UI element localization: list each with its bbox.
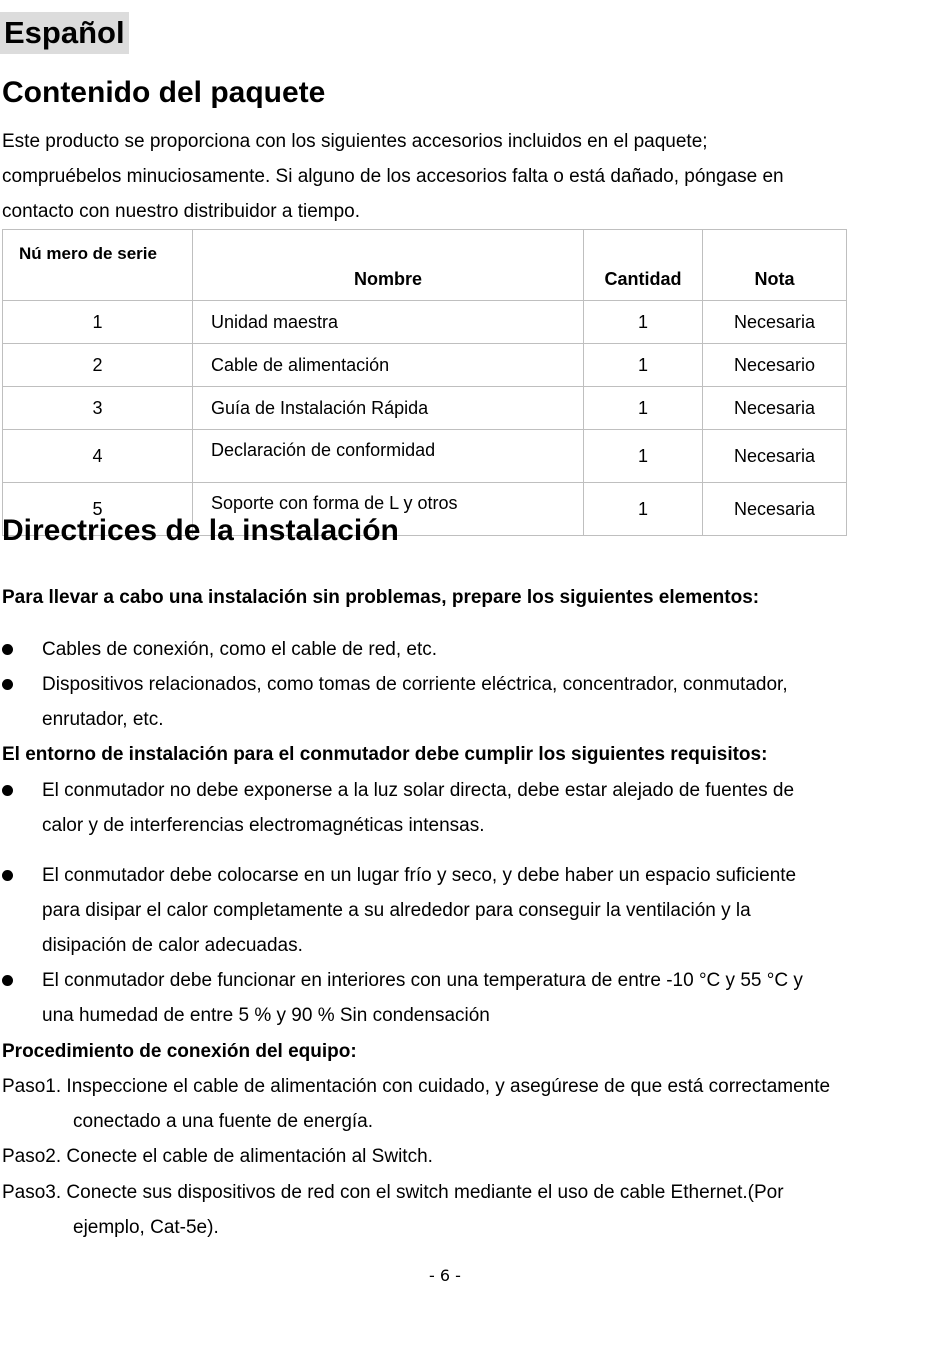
table-cell-quantity: 1 bbox=[584, 430, 703, 483]
step-text: conectado a una fuente de energía. bbox=[73, 1111, 374, 1132]
step-text: Paso3. Conecte sus dispositivos de red con el switch mediante el uso de cable Ethernet.(Por bbox=[2, 1182, 784, 1203]
table-row bbox=[3, 430, 847, 483]
table-cell-serial: 5 bbox=[3, 483, 193, 536]
table-header-quantity: Cantidad bbox=[584, 230, 703, 301]
table-cell-quantity: 1 bbox=[584, 483, 703, 536]
table-cell-quantity: 1 bbox=[584, 387, 703, 430]
step-text: ejemplo, Cat-5e). bbox=[73, 1217, 219, 1238]
table-cell-quantity: 1 bbox=[584, 301, 703, 344]
table-cell-name: Soporte con forma de L y otros bbox=[193, 483, 584, 536]
procedure-step bbox=[2, 1175, 902, 1245]
list-item-text: Dispositivos relacionados, como tomas de corriente eléctrica, concentrador, conmutador, bbox=[42, 674, 788, 695]
procedure-step bbox=[2, 1069, 902, 1139]
table-cell-name: Declaración de conformidad bbox=[193, 430, 584, 483]
language-label: Español bbox=[0, 12, 129, 54]
prepare-heading: Para llevar a cabo una instalación sin problemas, prepare los siguientes elementos: bbox=[2, 587, 760, 608]
environment-heading: El entorno de instalación para el conmutador debe cumplir los siguientes requisitos: bbox=[2, 744, 768, 765]
procedure-step bbox=[2, 1139, 902, 1174]
bullet-icon bbox=[2, 785, 13, 796]
list-item-text: El conmutador no debe exponerse a la luz solar directa, debe estar alejado de fuentes de bbox=[42, 780, 795, 801]
list-item-text: disipación de calor adecuadas. bbox=[42, 935, 303, 956]
table-row bbox=[3, 344, 847, 387]
intro-line-1: Este producto se proporciona con los siguientes accesorios incluidos en el paquete; bbox=[2, 131, 708, 152]
table-header-row bbox=[3, 230, 847, 301]
table-row bbox=[3, 387, 847, 430]
list-item bbox=[2, 858, 882, 963]
table-cell-note: Necesaria bbox=[703, 387, 847, 430]
intro-line-3: contacto con nuestro distribuidor a tiempo. bbox=[2, 201, 361, 222]
table-cell-note: Necesario bbox=[703, 344, 847, 387]
table-cell-serial: 3 bbox=[3, 387, 193, 430]
table-cell-note: Necesaria bbox=[703, 301, 847, 344]
procedure-heading: Procedimiento de conexión del equipo: bbox=[2, 1041, 357, 1062]
step-text: Paso1. Inspeccione el cable de alimentación con cuidado, y asegúrese de que está correctamente bbox=[2, 1076, 831, 1097]
table-cell-note: Necesaria bbox=[703, 483, 847, 536]
table-cell-serial: 2 bbox=[3, 344, 193, 387]
section-title-installation: Directrices de la instalación bbox=[2, 514, 399, 547]
list-item bbox=[2, 773, 882, 843]
table-cell-name: Unidad maestra bbox=[193, 301, 584, 344]
list-item-text: El conmutador debe colocarse en un lugar frío y seco, y debe haber un espacio suficiente bbox=[42, 865, 797, 886]
bullet-icon bbox=[2, 870, 13, 881]
table-cell-serial: 4 bbox=[3, 430, 193, 483]
page-number: - 6 - bbox=[429, 1266, 461, 1285]
package-contents-table bbox=[2, 229, 847, 536]
step-text: Paso2. Conecte el cable de alimentación al Switch. bbox=[2, 1146, 433, 1167]
list-item-text: Cables de conexión, como el cable de red, etc. bbox=[42, 639, 438, 660]
section-title-package-contents: Contenido del paquete bbox=[2, 76, 326, 109]
bullet-icon bbox=[2, 975, 13, 986]
table-cell-serial: 1 bbox=[3, 301, 193, 344]
intro-line-2: compruébelos minuciosamente. Si alguno de los accesorios falta o está dañado, póngase en bbox=[2, 166, 784, 187]
table-cell-name: Cable de alimentación bbox=[193, 344, 584, 387]
table-cell-quantity: 1 bbox=[584, 344, 703, 387]
table-cell-name: Guía de Instalación Rápida bbox=[193, 387, 584, 430]
table-header-serial: Nú mero de serie bbox=[3, 230, 193, 301]
list-item bbox=[2, 667, 882, 737]
table-row bbox=[3, 301, 847, 344]
table-cell-note: Necesaria bbox=[703, 430, 847, 483]
table-header-note: Nota bbox=[703, 230, 847, 301]
table-header-name: Nombre bbox=[193, 230, 584, 301]
bullet-icon bbox=[2, 644, 13, 655]
list-item-text: calor y de interferencias electromagnéticas intensas. bbox=[42, 815, 485, 836]
list-item bbox=[2, 632, 882, 667]
list-item-text: El conmutador debe funcionar en interiores con una temperatura de entre -10 °C y 55 °C y bbox=[42, 970, 803, 991]
bullet-icon bbox=[2, 679, 13, 690]
list-item-text: enrutador, etc. bbox=[42, 709, 164, 730]
list-item bbox=[2, 963, 882, 1033]
list-item-text: una humedad de entre 5 % y 90 % Sin condensación bbox=[42, 1005, 490, 1026]
list-item-text: para disipar el calor completamente a su alrededor para conseguir la ventilación y la bbox=[42, 900, 751, 921]
